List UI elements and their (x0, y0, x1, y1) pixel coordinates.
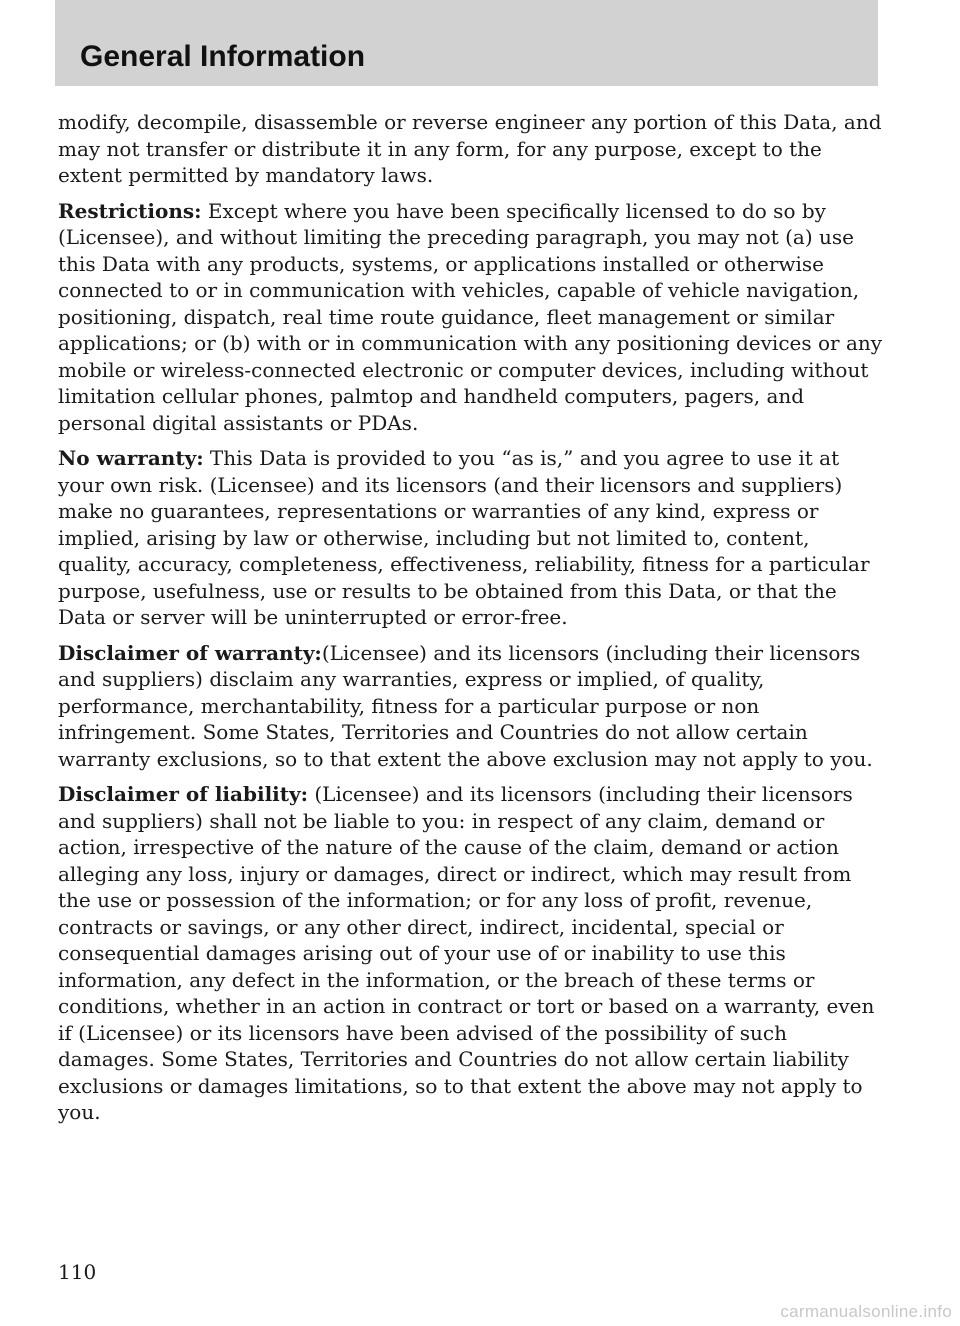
disclaimer-of-warranty-term: Disclaimer of warranty: (58, 640, 322, 665)
disclaimer-of-warranty-text: (Licensee) and its licensors (including their licensors and suppliers) disclaim any warranties, express or implied, of quality, performance, merchantability, fitness for a particular purpose or non infringement. Some States, Territories and Countries do not allow certain warranty exclusions, so to that extent the above exclusion may not apply to you. (58, 640, 873, 771)
no-warranty-term: No warranty: (58, 446, 204, 470)
document-body (58, 109, 888, 1135)
disclaimer-of-liability-term: Disclaimer of liability: (58, 782, 308, 806)
disclaimer-of-warranty-paragraph (58, 640, 888, 773)
no-warranty-paragraph (58, 445, 888, 631)
intro-paragraph: modify, decompile, disassemble or reverse engineer any portion of this Data, and may not transfer or distribute it in any form, for any purpose, except to the extent permitted by mandatory laws. (58, 110, 882, 187)
watermark: carmanualsonline.info (780, 1302, 952, 1321)
disclaimer-of-liability-text: (Licensee) and its licensors (including their licensors and suppliers) shall not be liable to you: in respect of any claim, demand or action, irrespective of the nature of the cause of the claim, demand or action alleging any loss, injury or damages, direct or indirect, which may result from the use or possession of the information; or for any loss of profit, revenue, contracts or savings, or any other direct, indirect, incidental, special or consequential damages arising out of your use of or inability to use this information, any defect in the information, or the breach of these terms or conditions, whether in an action in contract or tort or based on a warranty, even if (Licensee) or its licensors have been advised of the possibility of such damages. Some States, Territories and Countries do not allow certain liability exclusions or damages limitations, so to that extent the above may not apply to you. (58, 782, 875, 1124)
disclaimer-of-liability-paragraph (58, 781, 888, 1126)
restrictions-paragraph (58, 198, 888, 437)
section-title: General Information (80, 40, 366, 73)
page-number: 110 (58, 1260, 97, 1284)
section-header-bar (55, 0, 878, 86)
restrictions-term: Restrictions: (58, 198, 202, 223)
no-warranty-text: This Data is provided to you “as is,” and you agree to use it at your own risk. (Licensee) and its licensors (and their licensors and suppliers) make no guarantees, representations or warranties of any kind, express or implied, arising by law or otherwise, including but not limited to, content, quality, accuracy, completeness, effectiveness, reliability, fitness for a particular purpose, usefulness, use or results to be obtained from this Data, or that the Data or server will be uninterrupted or error-free. (58, 446, 870, 629)
restrictions-text: Except where you have been specifically licensed to do so by (Licensee), and without limiting the preceding paragraph, you may not (a) use this Data with any products, systems, or applications installed or otherwise connected to or in communication with vehicles, capable of vehicle navigation, positioning, dispatch, real time route guidance, fleet management or similar applications; or (b) with or in communication with any positioning devices or any mobile or wireless-connected electronic or computer devices, including without limitation cellular phones, palmtop and handheld computers, pagers, and personal digital assistants or PDAs. (58, 198, 883, 435)
